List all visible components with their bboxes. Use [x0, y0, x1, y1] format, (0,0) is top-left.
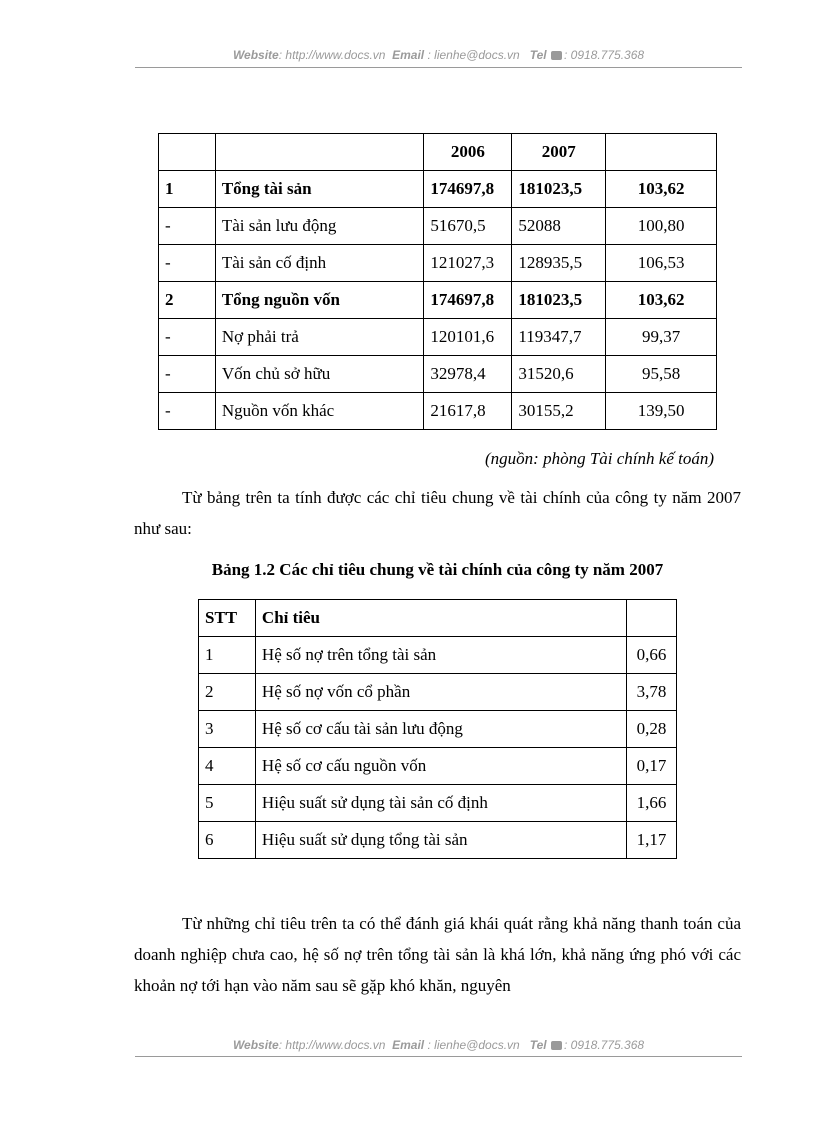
table-cell: Hệ số nợ vốn cổ phần [255, 674, 626, 711]
indicators-table [198, 599, 677, 859]
table-cell: 1 [199, 637, 256, 674]
table-row [159, 171, 717, 208]
table-cell: 1,17 [627, 822, 677, 859]
tel-label: Tel [529, 48, 547, 62]
table-cell: 106,53 [606, 245, 717, 282]
email-label: Email [392, 1038, 425, 1052]
table-cell: 6 [199, 822, 256, 859]
email-label: Email [392, 48, 425, 62]
phone-icon [551, 1041, 562, 1050]
email-value: : lienhe@docs.vn [427, 48, 520, 62]
website-label: Website [232, 1038, 279, 1052]
website-value: : http://www.docs.vn [278, 1038, 386, 1052]
year-2006-header: 2006 [424, 134, 512, 171]
table-cell: 99,37 [606, 319, 717, 356]
table-cell [159, 134, 216, 171]
table-row [199, 637, 677, 674]
table-cell: 52088 [512, 208, 606, 245]
table-cell [215, 134, 424, 171]
table-row [199, 785, 677, 822]
finance-table [158, 133, 717, 430]
paragraph-conclusion: Từ những chỉ tiêu trên ta có thể đánh giá khái quát rằng khả năng thanh toán của doanh nghiệp chưa cao, hệ số nợ trên tổng tài sản là khá lớn, khả năng ứng phó với các khoản nợ tới hạn vào năm sau sẽ gặp khó khăn, nguyên [134, 914, 741, 995]
table-cell: 5 [199, 785, 256, 822]
table-cell: - [159, 319, 216, 356]
table-cell: Hiệu suất sử dụng tài sản cố định [255, 785, 626, 822]
table-cell: 181023,5 [512, 171, 606, 208]
table-row [159, 208, 717, 245]
table-cell: 103,62 [606, 171, 717, 208]
table-row [199, 748, 677, 785]
page-footer [135, 1038, 742, 1052]
table-row [159, 282, 717, 319]
table-cell: 2 [159, 282, 216, 319]
source-note: (nguồn: phòng Tài chính kế toán) [485, 449, 714, 468]
table-row [159, 393, 717, 430]
header-rule [135, 67, 742, 68]
tel-value: : 0918.775.368 [563, 48, 645, 62]
table-cell: 139,50 [606, 393, 717, 430]
table-cell: 103,62 [606, 282, 717, 319]
footer-rule [135, 1056, 742, 1057]
table-cell: - [159, 208, 216, 245]
table-header-row [159, 134, 717, 171]
phone-icon [551, 51, 562, 60]
table-cell [606, 134, 717, 171]
table-row [199, 711, 677, 748]
table-row [159, 356, 717, 393]
table-cell [627, 600, 677, 637]
table-cell: 121027,3 [424, 245, 512, 282]
table-cell: Nguồn vốn khác [215, 393, 424, 430]
website-value: : http://www.docs.vn [278, 48, 386, 62]
table-cell: 120101,6 [424, 319, 512, 356]
table-cell: 3,78 [627, 674, 677, 711]
table-cell: 0,66 [627, 637, 677, 674]
table-cell: 31520,6 [512, 356, 606, 393]
table-cell: 119347,7 [512, 319, 606, 356]
email-value: : lienhe@docs.vn [427, 1038, 520, 1052]
tel-value: : 0918.775.368 [563, 1038, 645, 1052]
table-cell: Tổng tài sản [215, 171, 424, 208]
table-cell: Hệ số cơ cấu nguồn vốn [255, 748, 626, 785]
table-cell: 51670,5 [424, 208, 512, 245]
table-cell: 2 [199, 674, 256, 711]
table-cell: 100,80 [606, 208, 717, 245]
table-cell: 0,28 [627, 711, 677, 748]
page-header [135, 48, 742, 62]
table-cell: Tài sản cố định [215, 245, 424, 282]
table-row [159, 319, 717, 356]
table-row [159, 245, 717, 282]
paragraph-intro: Từ bảng trên ta tính được các chỉ tiêu chung về tài chính của công ty năm 2007 như sau: [134, 488, 741, 538]
website-label: Website [232, 48, 279, 62]
table-row [199, 822, 677, 859]
table-caption: Bảng 1.2 Các chỉ tiêu chung về tài chính của công ty năm 2007 [211, 560, 664, 579]
table-cell: Tài sản lưu động [215, 208, 424, 245]
table-cell: Hệ số cơ cấu tài sản lưu động [255, 711, 626, 748]
table-cell: 0,17 [627, 748, 677, 785]
table-cell: 95,58 [606, 356, 717, 393]
table-cell: 4 [199, 748, 256, 785]
indicator-header: Chỉ tiêu [255, 600, 626, 637]
table-cell: 32978,4 [424, 356, 512, 393]
table-cell: Tổng nguồn vốn [215, 282, 424, 319]
table-row [199, 674, 677, 711]
stt-header: STT [199, 600, 256, 637]
table-cell: 1 [159, 171, 216, 208]
table-header-row [199, 600, 677, 637]
year-2007-header: 2007 [512, 134, 606, 171]
table-cell: Nợ phải trả [215, 319, 424, 356]
table-cell: 30155,2 [512, 393, 606, 430]
tel-label: Tel [529, 1038, 547, 1052]
table-cell: 128935,5 [512, 245, 606, 282]
table-cell: 181023,5 [512, 282, 606, 319]
table-cell: 174697,8 [424, 282, 512, 319]
table-cell: Vốn chủ sở hữu [215, 356, 424, 393]
table-cell: Hiệu suất sử dụng tổng tài sản [255, 822, 626, 859]
table-cell: 1,66 [627, 785, 677, 822]
table-cell: 21617,8 [424, 393, 512, 430]
table-cell: 174697,8 [424, 171, 512, 208]
table-cell: - [159, 245, 216, 282]
table-cell: Hệ số nợ trên tổng tài sản [255, 637, 626, 674]
table-cell: - [159, 356, 216, 393]
table-cell: 3 [199, 711, 256, 748]
table-cell: - [159, 393, 216, 430]
